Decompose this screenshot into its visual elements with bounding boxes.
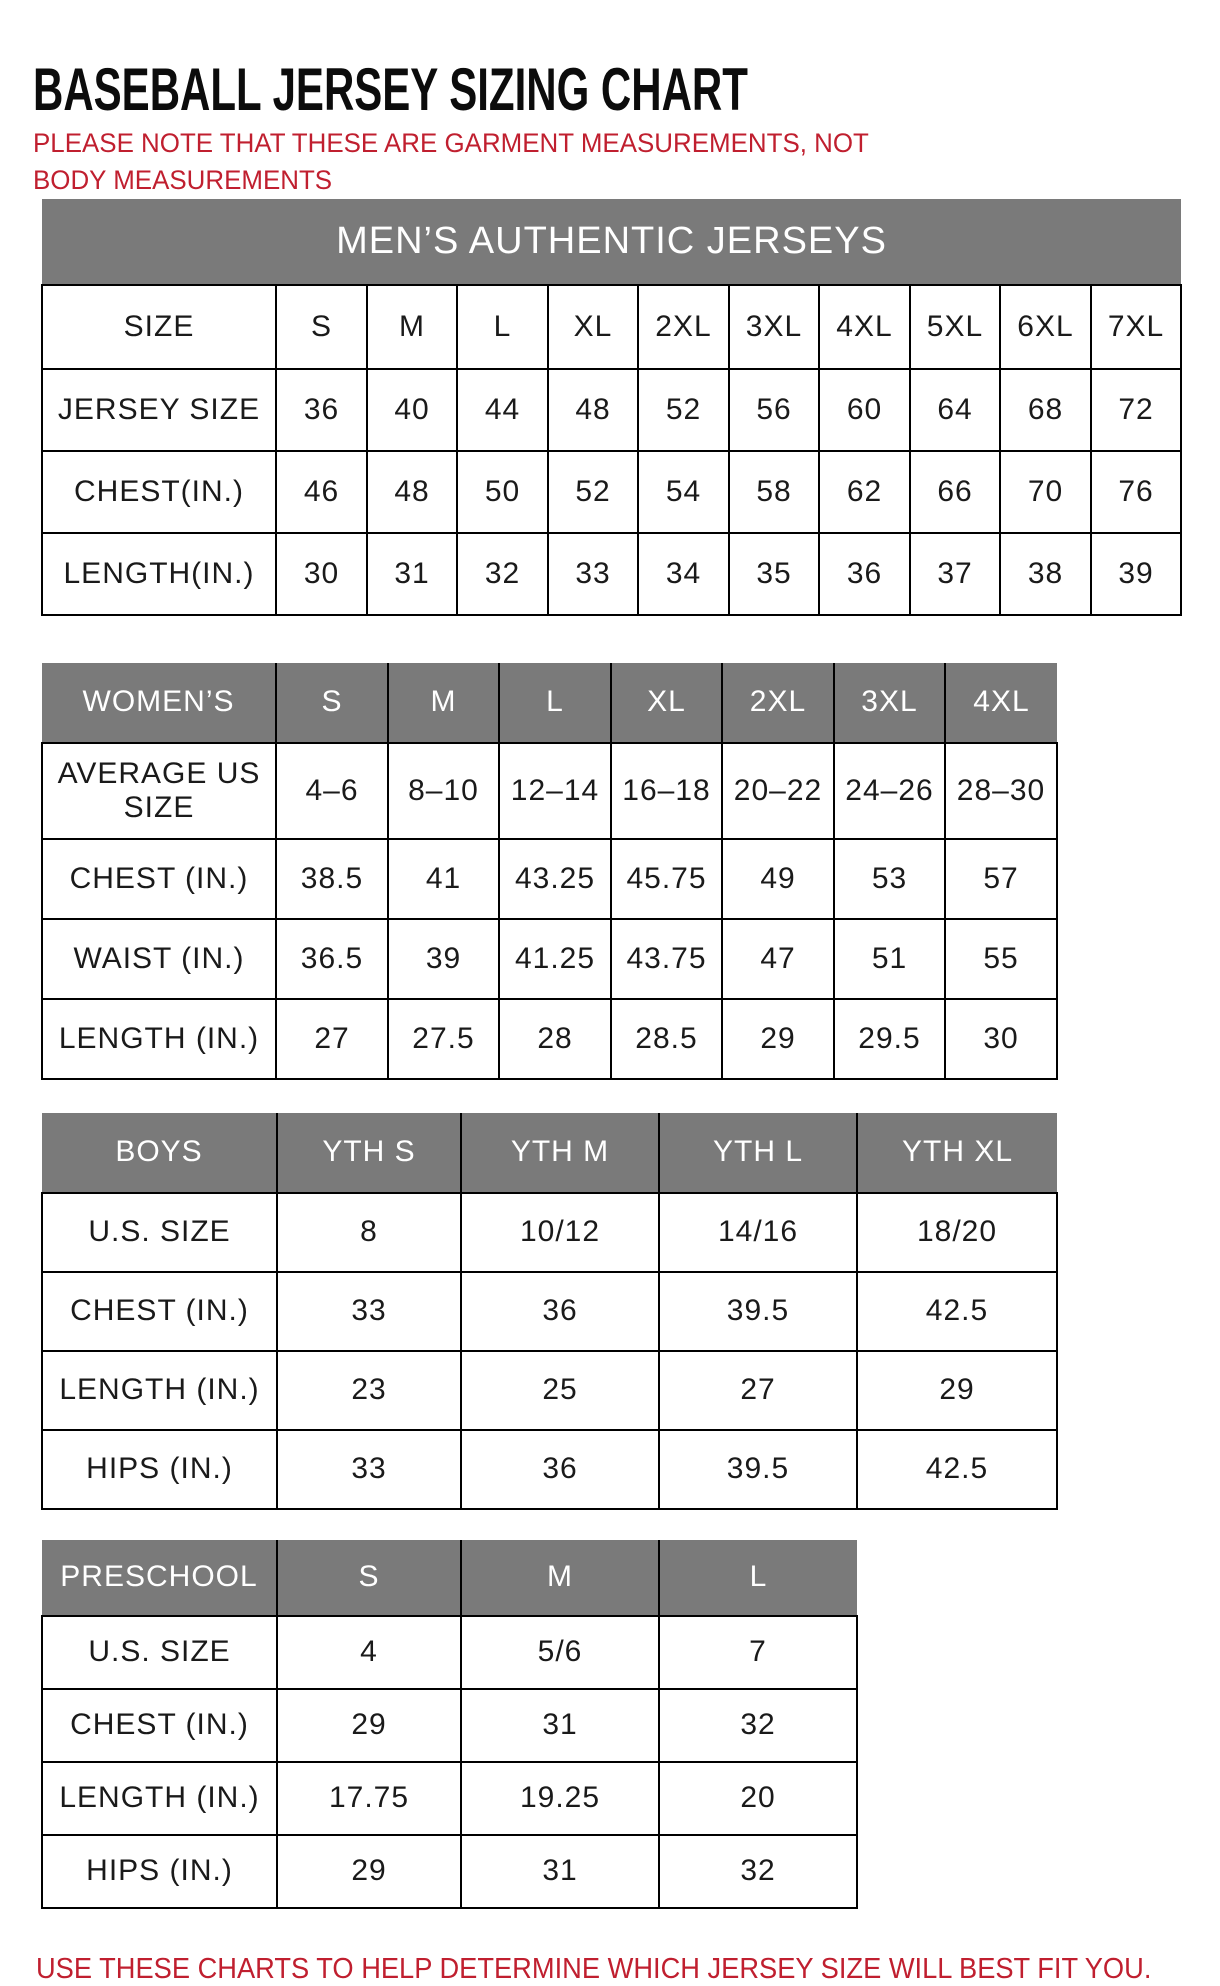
data-cell: 46 <box>276 451 367 533</box>
data-cell: 36.5 <box>276 919 388 999</box>
data-cell: 34 <box>638 533 729 615</box>
size-column-header: 2XL <box>638 285 729 369</box>
row-label-cell: CHEST (IN.) <box>42 1272 277 1351</box>
data-cell: 42.5 <box>857 1272 1057 1351</box>
row-label-cell: LENGTH (IN.) <box>42 1762 277 1835</box>
size-column-header: YTH M <box>461 1113 659 1193</box>
data-cell: 51 <box>834 919 945 999</box>
data-cell: 52 <box>548 451 638 533</box>
row-label-cell: LENGTH (IN.) <box>42 999 276 1079</box>
table-row <box>42 369 1181 451</box>
data-cell: 70 <box>1000 451 1091 533</box>
table-row <box>42 1272 1057 1351</box>
data-cell: 28.5 <box>611 999 722 1079</box>
data-cell: 57 <box>945 839 1057 919</box>
data-cell: 52 <box>638 369 729 451</box>
data-cell: 12–14 <box>499 743 611 839</box>
size-column-header: 6XL <box>1000 285 1091 369</box>
data-cell: 8 <box>277 1193 461 1272</box>
data-cell: 29.5 <box>834 999 945 1079</box>
row-label-cell: CHEST (IN.) <box>42 839 276 919</box>
size-column-header: M <box>461 1540 659 1616</box>
row-label-cell: CHEST(IN.) <box>42 451 276 533</box>
data-cell: 30 <box>276 533 367 615</box>
fit-advice-footer: USE THESE CHARTS TO HELP DETERMINE WHICH JERSEY SIZE WILL BEST FIT YOU. <box>36 1953 1152 1985</box>
data-cell: 53 <box>834 839 945 919</box>
data-cell: 23 <box>277 1351 461 1430</box>
data-cell: 49 <box>722 839 834 919</box>
data-cell: 27.5 <box>388 999 499 1079</box>
data-cell: 10/12 <box>461 1193 659 1272</box>
data-cell: 54 <box>638 451 729 533</box>
table-row <box>42 1430 1057 1509</box>
data-cell: 43.75 <box>611 919 722 999</box>
data-cell: 33 <box>277 1430 461 1509</box>
data-cell: 37 <box>910 533 1000 615</box>
data-cell: 29 <box>857 1351 1057 1430</box>
table-banner: MEN’S AUTHENTIC JERSEYS <box>42 199 1181 285</box>
data-cell: 39.5 <box>659 1272 857 1351</box>
data-cell: 25 <box>461 1351 659 1430</box>
size-column-header: YTH XL <box>857 1113 1057 1193</box>
data-cell: 19.25 <box>461 1762 659 1835</box>
data-cell: 32 <box>659 1689 857 1762</box>
data-cell: 14/16 <box>659 1193 857 1272</box>
row-label-cell: LENGTH (IN.) <box>42 1351 277 1430</box>
size-column-header: YTH L <box>659 1113 857 1193</box>
data-cell: 43.25 <box>499 839 611 919</box>
data-cell: 56 <box>729 369 819 451</box>
data-cell: 60 <box>819 369 910 451</box>
data-cell: 4 <box>277 1616 461 1689</box>
data-cell: 8–10 <box>388 743 499 839</box>
row-label-cell: U.S. SIZE <box>42 1616 277 1689</box>
boys-sizing-table <box>41 1113 1058 1510</box>
size-column-header: 4XL <box>945 663 1057 743</box>
data-cell: 38 <box>1000 533 1091 615</box>
size-column-header: L <box>659 1540 857 1616</box>
data-cell: 76 <box>1091 451 1181 533</box>
data-cell: 28 <box>499 999 611 1079</box>
data-cell: 50 <box>457 451 548 533</box>
size-column-header: XL <box>611 663 722 743</box>
data-cell: 7 <box>659 1616 857 1689</box>
size-column-header: 5XL <box>910 285 1000 369</box>
size-column-header: L <box>499 663 611 743</box>
data-cell: 31 <box>461 1835 659 1908</box>
data-cell: 17.75 <box>277 1762 461 1835</box>
size-column-header: S <box>276 285 367 369</box>
row-label-header: PRESCHOOL <box>42 1540 277 1616</box>
row-label-cell: WAIST (IN.) <box>42 919 276 999</box>
data-cell: 27 <box>659 1351 857 1430</box>
womens-sizing-table <box>41 663 1058 1080</box>
data-cell: 32 <box>659 1835 857 1908</box>
table-row <box>42 451 1181 533</box>
size-column-header: S <box>277 1540 461 1616</box>
data-cell: 36 <box>819 533 910 615</box>
row-label-cell: JERSEY SIZE <box>42 369 276 451</box>
row-label-header: SIZE <box>42 285 276 369</box>
data-cell: 39 <box>388 919 499 999</box>
table-row <box>42 839 1057 919</box>
page-title: BASEBALL JERSEY SIZING CHART <box>33 56 748 124</box>
mens-authentic-jerseys-table <box>41 199 1182 616</box>
data-cell: 36 <box>461 1272 659 1351</box>
data-cell: 4–6 <box>276 743 388 839</box>
data-cell: 35 <box>729 533 819 615</box>
data-cell: 20 <box>659 1762 857 1835</box>
data-cell: 45.75 <box>611 839 722 919</box>
row-label-cell: CHEST (IN.) <box>42 1689 277 1762</box>
size-column-header: 7XL <box>1091 285 1181 369</box>
data-cell: 42.5 <box>857 1430 1057 1509</box>
size-column-header: XL <box>548 285 638 369</box>
size-column-header: 3XL <box>729 285 819 369</box>
data-cell: 29 <box>722 999 834 1079</box>
table-row <box>42 743 1057 839</box>
data-cell: 47 <box>722 919 834 999</box>
data-cell: 40 <box>367 369 457 451</box>
data-cell: 36 <box>276 369 367 451</box>
data-cell: 55 <box>945 919 1057 999</box>
row-label-header: BOYS <box>42 1113 277 1193</box>
row-label-cell: LENGTH(IN.) <box>42 533 276 615</box>
data-cell: 27 <box>276 999 388 1079</box>
data-cell: 29 <box>277 1689 461 1762</box>
data-cell: 36 <box>461 1430 659 1509</box>
data-cell: 24–26 <box>834 743 945 839</box>
row-label-cell: AVERAGE US SIZE <box>42 743 276 839</box>
preschool-sizing-table <box>41 1540 858 1909</box>
table-row <box>42 1616 857 1689</box>
data-cell: 68 <box>1000 369 1091 451</box>
data-cell: 28–30 <box>945 743 1057 839</box>
row-label-cell: HIPS (IN.) <box>42 1430 277 1509</box>
row-label-cell: U.S. SIZE <box>42 1193 277 1272</box>
table-row <box>42 1193 1057 1272</box>
data-cell: 32 <box>457 533 548 615</box>
data-cell: 5/6 <box>461 1616 659 1689</box>
table-row <box>42 1351 1057 1430</box>
size-column-header: 4XL <box>819 285 910 369</box>
table-row <box>42 1689 857 1762</box>
table-row <box>42 1762 857 1835</box>
size-column-header: 2XL <box>722 663 834 743</box>
data-cell: 38.5 <box>276 839 388 919</box>
data-cell: 64 <box>910 369 1000 451</box>
data-cell: 29 <box>277 1835 461 1908</box>
data-cell: 16–18 <box>611 743 722 839</box>
data-cell: 44 <box>457 369 548 451</box>
table-row <box>42 999 1057 1079</box>
data-cell: 18/20 <box>857 1193 1057 1272</box>
data-cell: 62 <box>819 451 910 533</box>
table-row <box>42 919 1057 999</box>
table-row <box>42 533 1181 615</box>
data-cell: 20–22 <box>722 743 834 839</box>
data-cell: 48 <box>548 369 638 451</box>
data-cell: 33 <box>548 533 638 615</box>
row-label-cell: HIPS (IN.) <box>42 1835 277 1908</box>
data-cell: 66 <box>910 451 1000 533</box>
data-cell: 41.25 <box>499 919 611 999</box>
data-cell: 31 <box>461 1689 659 1762</box>
data-cell: 39.5 <box>659 1430 857 1509</box>
data-cell: 58 <box>729 451 819 533</box>
size-column-header: M <box>367 285 457 369</box>
data-cell: 30 <box>945 999 1057 1079</box>
row-label-header: WOMEN’S <box>42 663 276 743</box>
data-cell: 41 <box>388 839 499 919</box>
table-row <box>42 1835 857 1908</box>
data-cell: 39 <box>1091 533 1181 615</box>
size-column-header: S <box>276 663 388 743</box>
size-column-header: M <box>388 663 499 743</box>
data-cell: 48 <box>367 451 457 533</box>
size-column-header: YTH S <box>277 1113 461 1193</box>
size-column-header: 3XL <box>834 663 945 743</box>
data-cell: 31 <box>367 533 457 615</box>
data-cell: 72 <box>1091 369 1181 451</box>
data-cell: 33 <box>277 1272 461 1351</box>
size-column-header: L <box>457 285 548 369</box>
garment-measurements-note: PLEASE NOTE THAT THESE ARE GARMENT MEASUREMENTS, NOT BODY MEASUREMENTS <box>33 128 869 195</box>
